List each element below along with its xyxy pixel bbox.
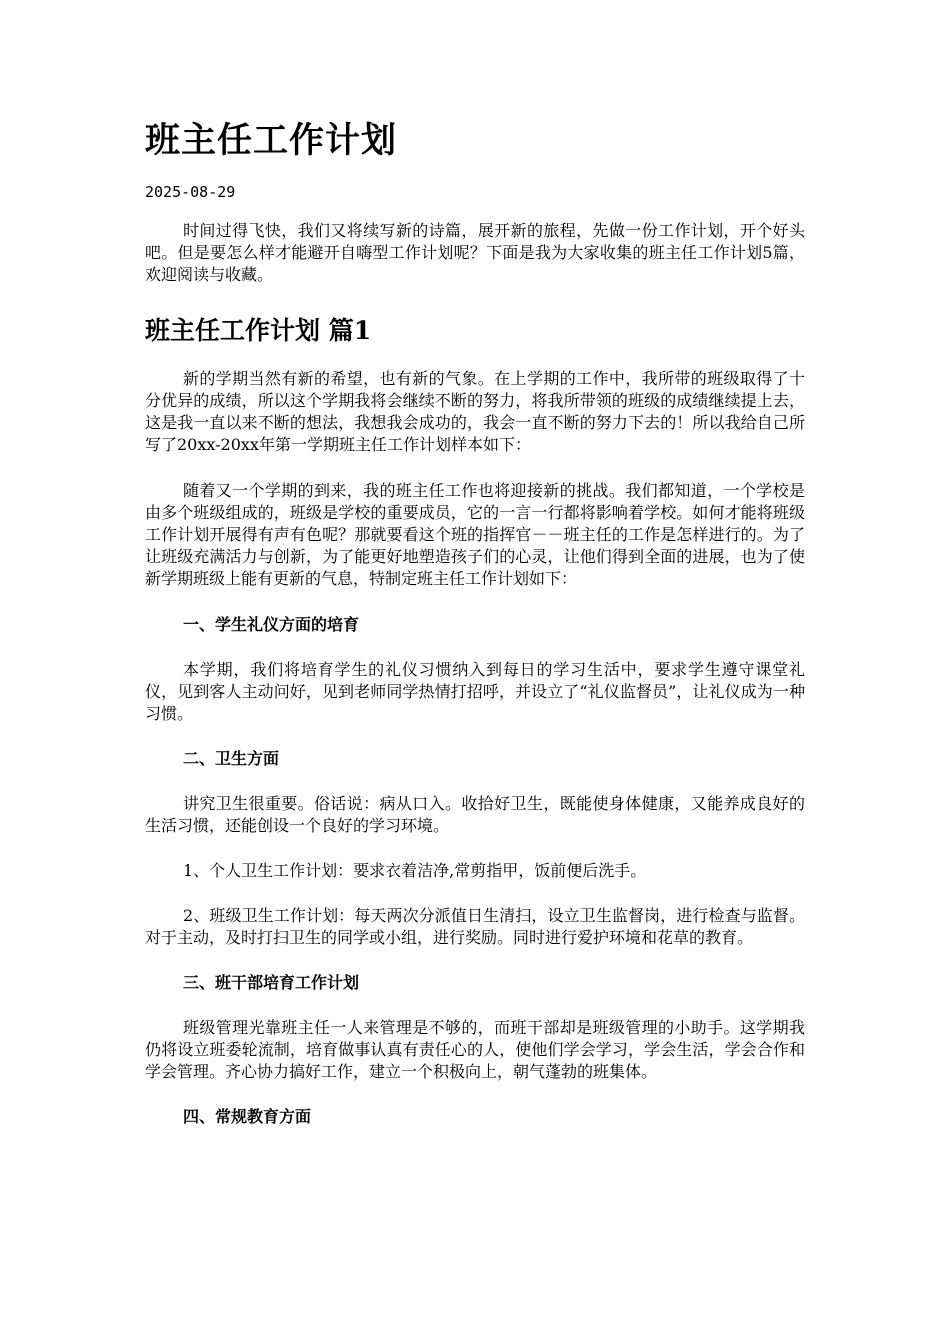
publish-date: 2025-08-29 [145,183,236,201]
body-paragraph: 随着又一个学期的到来，我的班主任工作也将迎接新的挑战。我们都知道，一个学校是由多个班级组成的，班级是学校的重要成员，它的一言一行都将影响着学校。如何才能将班级工作计划开展得有声有色呢？那就要看这个班的指挥官－－班主任的工作是怎样进行的。为了让班级充满活力与创新，为了能更好地塑造孩子们的心灵，让他们得到全面的进展，也为了使新学期班级上能有更新的气息，特制定班主任工作计划如下： [145,481,805,588]
subsection-heading: 四、常规教育方面 [183,1107,312,1126]
body-paragraph: 1、个人卫生工作计划：要求衣着洁净,常剪指甲，饭前便后洗手。 [183,861,647,880]
body-paragraph: 本学期，我们将培育学生的礼仪习惯纳入到每日的学习生活中，要求学生遵守课堂礼仪，见到客人主动问好，见到老师同学热情打招呼，并设立了“礼仪监督员”，让礼仪成为一种习惯。 [145,660,805,723]
document-title: 班主任工作计划 [145,120,398,161]
document-page [145,118,805,1128]
body-paragraph: 班级管理光靠班主任一人来管理是不够的，而班干部却是班级管理的小助手。这学期我仍将设立班委轮流制，培育做事认真有责任心的人，使他们学会学习，学会生活，学会合作和学会管理。齐心协力搞好工作，建立一个积极向上，朝气蓬勃的班集体。 [145,1018,805,1081]
subsection-heading: 三、班干部培育工作计划 [183,973,360,992]
body-paragraph: 2、班级卫生工作计划：每天两次分派值日生清扫，设立卫生监督岗，进行检查与监督。对于主动，及时打扫卫生的同学或小组，进行奖励。同时进行爱护环境和花草的教育。 [145,906,805,947]
subsection-heading: 一、学生礼仪方面的培育 [183,615,360,634]
body-paragraph: 新的学期当然有新的希望，也有新的气象。在上学期的工作中，我所带的班级取得了十分优异的成绩，所以这个学期我将会继续不断的努力，将我所带领的班级的成绩继续提上去，这是我一直以来不断的想法，我想我会成功的，我会一直不断的努力下去的！所以我给自己所写了20xx-20xx年第一学期班主任工作计划样本如下： [145,369,805,454]
body-paragraph: 讲究卫生很重要。俗话说：病从口入。收拾好卫生，既能使身体健康，又能养成良好的生活习惯，还能创设一个良好的学习环境。 [145,794,805,835]
intro-paragraph: 时间过得飞快，我们又将续写新的诗篇，展开新的旅程，先做一份工作计划，开个好头吧。但是要怎么样才能避开自嗨型工作计划呢？下面是我为大家收集的班主任工作计划5篇，欢迎阅读与收藏。 [145,221,805,284]
section-title: 班主任工作计划 篇1 [145,316,372,345]
subsection-heading: 二、卫生方面 [183,749,280,768]
